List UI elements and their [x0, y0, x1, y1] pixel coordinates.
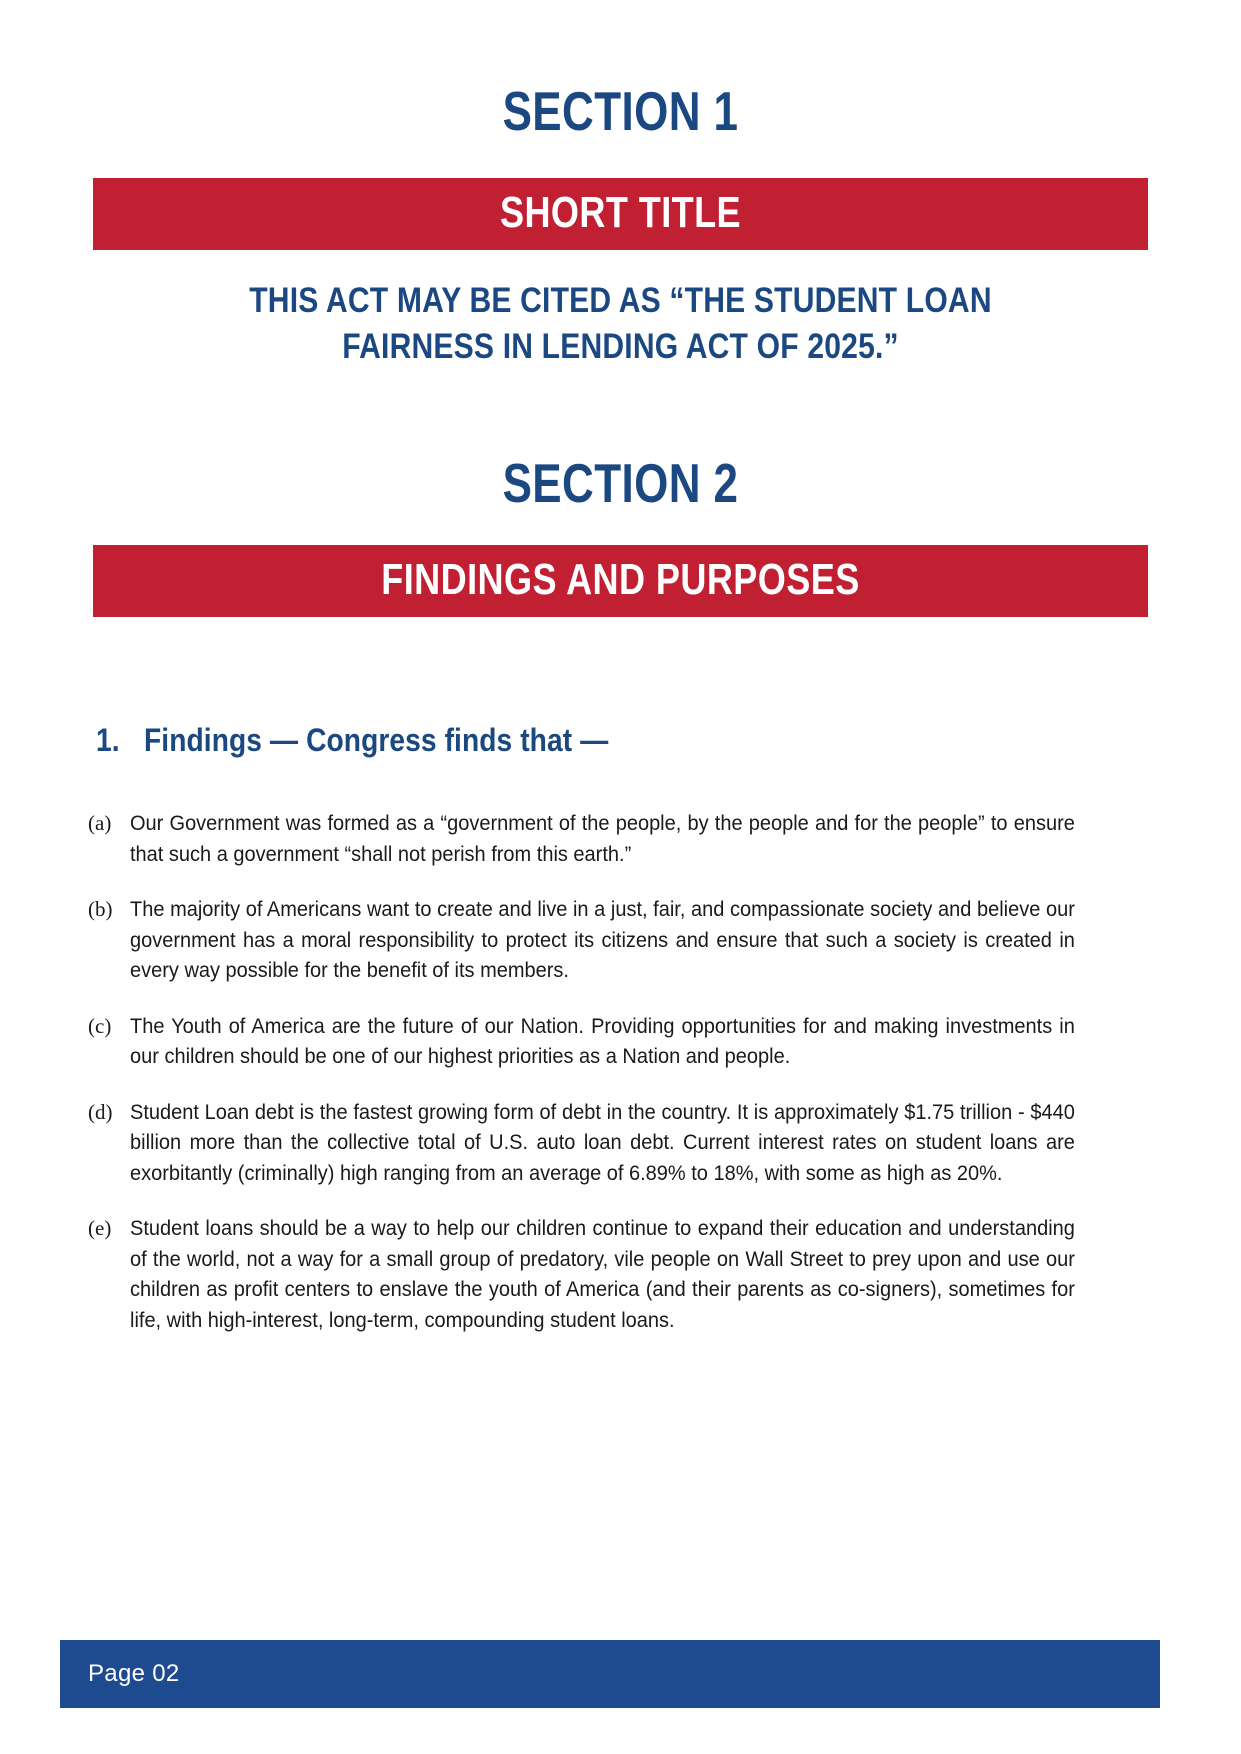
- section-1-banner-text: SHORT TITLE: [499, 188, 742, 237]
- act-citation-line-1: THIS ACT MAY BE CITED AS “THE STUDENT LOAN: [249, 281, 992, 320]
- finding-item-b: [88, 894, 1146, 986]
- finding-marker-a: (a): [88, 811, 112, 835]
- finding-item-e: [88, 1213, 1146, 1335]
- finding-text-d: Student Loan debt is the fastest growing form of debt in the country. It is approximately $1.75 trillion - $440 billion more than the collective total of U.S. auto loan debt. Current interest rates on student loans are exorbitantly (criminally) high ranging from an average of 6.89% to 18%, with some as high as 20%.: [130, 1099, 1075, 1185]
- finding-item-d: [88, 1097, 1146, 1189]
- findings-heading: [96, 722, 1096, 759]
- finding-marker-c: (c): [88, 1013, 112, 1038]
- act-citation-line-2: FAIRNESS IN LENDING ACT OF 2025.”: [342, 326, 899, 366]
- page-number-label: Page 02: [88, 1660, 180, 1687]
- findings-list: [88, 808, 1146, 1335]
- section-2-banner: [93, 545, 1148, 617]
- finding-text-e: Student loans should be a way to help our children continue to expand their education and understanding of the world, not a way for a small group of predatory, vile people on Wall Street to prey upon and use our children as profit centers to enslave the youth of America (and their parents as co-signers), sometimes for life, with high-interest, long-term, compounding student loans.: [130, 1216, 1075, 1332]
- section-2-banner-text: FINDINGS AND PURPOSES: [381, 555, 860, 604]
- page-footer: [60, 1640, 1160, 1708]
- section-1-title-text: SECTION 1: [502, 80, 739, 142]
- section-1-banner: [93, 178, 1148, 250]
- finding-item-a: [88, 808, 1146, 869]
- findings-heading-text: Findings — Congress finds that —: [144, 722, 609, 758]
- finding-marker-e: (e): [88, 1216, 112, 1241]
- section-2-title-text: SECTION 2: [502, 452, 739, 514]
- finding-text-a: Our Government was formed as a “government of the people, by the people and for the people” to ensure that such a government “shall not perish from this earth.”: [130, 811, 1075, 866]
- act-citation: [93, 278, 1148, 369]
- finding-marker-b: (b): [88, 897, 113, 922]
- finding-marker-d: (d): [88, 1099, 113, 1124]
- finding-text-b: The majority of Americans want to create and live in a just, fair, and compassionate society and believe our government has a moral responsibility to protect its citizens and ensure that such a society is created in every way possible for the benefit of its members.: [130, 897, 1075, 983]
- findings-heading-number: 1.: [96, 722, 120, 758]
- finding-text-c: The Youth of America are the future of our Nation. Providing opportunities for and making investments in our children should be one of our highest priorities as a Nation and people.: [130, 1013, 1075, 1069]
- section-1-title: [0, 80, 1241, 142]
- section-2-title: [0, 452, 1241, 514]
- finding-item-c: [88, 1011, 1146, 1072]
